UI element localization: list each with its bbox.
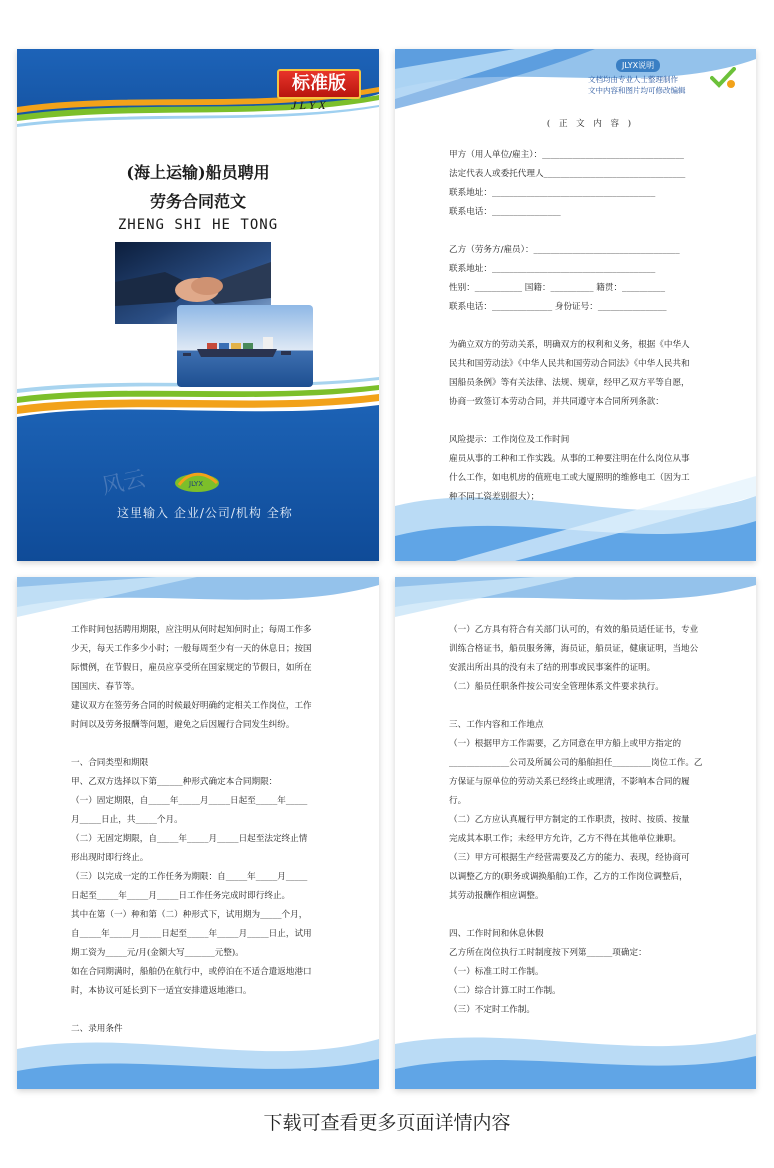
- text-line: 联系地址：______________________________________: [449, 188, 656, 198]
- text-line: 工作时间包括聘用期限，应注明从何时起知何时止；每周工作多: [71, 625, 312, 635]
- text-line: 月_____日止，共_____个月。: [71, 815, 183, 825]
- page4-lines: [449, 621, 732, 1020]
- download-hint-caption: 下载可查看更多页面详情内容: [263, 1112, 511, 1134]
- page3-lines: [71, 621, 355, 1039]
- text-line: 四、工作时间和休息休假: [449, 929, 544, 939]
- badge-label: 标准版: [277, 69, 361, 99]
- section-heading: ( 正 文 内 容 ): [546, 119, 635, 129]
- text-line: 为确立双方的劳动关系，明确双方的权利和义务，根据《中华人: [449, 340, 690, 350]
- text-line: 其劳动报酬作相应调整。: [449, 891, 544, 901]
- text-line: （二）船员任职条件按公司安全管理体系文件要求执行。: [449, 682, 664, 692]
- text-line: （二）乙方应认真履行甲方制定的工作职责，按时、按质、按量: [449, 815, 690, 825]
- text-line: 甲方（用人单位/雇主）：_________________________________: [449, 150, 684, 160]
- company-name-placeholder: 这里输入 企业/公司/机构 全称: [117, 506, 293, 520]
- note-pill: JLYX说明: [616, 59, 660, 72]
- page2-lines: [449, 146, 732, 507]
- text-line: 安派出所出具的没有未了结的刑事或民事案件的证明。: [449, 663, 656, 673]
- content-page-2: [395, 49, 756, 561]
- text-line: 其中在第（一）种和第（二）种形式下，试用期为_____个月，: [71, 910, 308, 920]
- text-line: 训练合格证书，船员服务簿，海员证，船员证，健康证明，当地公: [449, 644, 699, 654]
- blank-line: [71, 735, 355, 754]
- text-line: 国国庆、春节等。: [71, 682, 140, 692]
- text-line: 甲、乙双方选择以下第______种形式确定本合同期限：: [71, 777, 278, 787]
- text-line: （三）以完成一定的工作任务为期限：自_____年_____月_____: [71, 872, 308, 882]
- badge-sub: JLYX: [291, 98, 329, 112]
- text-line: 形出现时即行终止。: [71, 853, 149, 863]
- blank-line: [449, 317, 732, 336]
- text-line: 民共和国劳动法》《中华人民共和国劳动合同法》《中华人民共和: [449, 359, 690, 369]
- text-line: 法定代表人或委托代理人_________________________________: [449, 169, 686, 179]
- text-line: （二）综合计算工时工作制。: [449, 986, 561, 996]
- text-line: 乙方所在岗位执行工时制度按下列第______项确定：: [449, 948, 647, 958]
- text-line: 乙方（劳务方/雇员）：__________________________________: [449, 245, 680, 255]
- checkmark-icon: [710, 67, 736, 89]
- text-line: 时，本协议可延长到下一适宜安排遣返地港口。: [71, 986, 252, 996]
- text-line: （二）无固定期限，自_____年_____月_____日起至法定终止情: [71, 834, 308, 844]
- text-line: 时间以及劳务报酬等问题，避免之后因履行合同发生纠纷。: [71, 720, 295, 730]
- text-line: （一）根据甲方工作需要，乙方同意在甲方船上或甲方指定的: [449, 739, 682, 749]
- text-line: 以调整乙方的(职务或调换船舶)工作，乙方的工作岗位调整后，: [449, 872, 688, 882]
- page2-body: [449, 115, 732, 507]
- footer-wave-decoration: [395, 1014, 756, 1089]
- note-line1: 文档均由专业人士整理制作: [588, 75, 678, 84]
- text-line: 期工资为_____元/月(金额大写_______元整)。: [71, 948, 244, 958]
- logo-text: JLYX: [189, 480, 204, 488]
- text-line: 雇员从事的工种和工作实践。从事的工种要注明在什么岗位从事: [449, 454, 690, 464]
- text-line: 际惯例，在节假日，雇员应享受所在国家规定的节假日，如所在: [71, 663, 312, 673]
- blank-line: [449, 222, 732, 241]
- text-line: 方保证与原单位的劳动关系已经终止或理清，不影响本合同的履: [449, 777, 690, 787]
- document-note: [586, 59, 736, 101]
- text-line: 建议双方在签劳务合同的时候最好明确约定相关工作岗位，工作: [71, 701, 312, 711]
- page4-body: [449, 621, 732, 1020]
- text-line: 二、录用条件: [71, 1024, 123, 1034]
- blank-line: [71, 1001, 355, 1020]
- text-line: 什么工作，如电机房的值班电工或大厦照明的维修电工（因为工: [449, 473, 690, 483]
- text-line: 一、合同类型和期限: [71, 758, 149, 768]
- text-line: 风险提示：工作岗位及工作时间: [449, 435, 570, 445]
- text-line: （一）乙方具有符合有关部门认可的，有效的船员适任证书，专业: [449, 625, 699, 635]
- note-line2: 文中内容和图片均可修改编辑: [588, 86, 686, 95]
- text-line: 三、工作内容和工作地点: [449, 720, 544, 730]
- text-line: 联系电话：________________: [449, 207, 561, 217]
- text-line: 行。: [449, 796, 467, 806]
- cover-title-line2: 劳务合同范文: [149, 192, 246, 211]
- content-page-4: [395, 577, 756, 1089]
- text-line: （三）不定时工作制。: [449, 1005, 535, 1015]
- text-line: 日起至_____年_____月_____日工作任务完成时即行终止。: [71, 891, 291, 901]
- text-line: ______________公司及所属公司的船舶担任_________岗位工作。乙: [449, 758, 703, 768]
- text-line: 完成其本职工作；未经甲方允许，乙方不得在其他单位兼职。: [449, 834, 682, 844]
- text-line: 如在合同期满时，船舶仍在航行中，或停泊在不适合遣返地港口: [71, 967, 312, 977]
- text-line: 协商一致签订本劳动合同，并共同遵守本合同所列条款：: [449, 397, 664, 407]
- text-line: （一）固定期限，自_____年_____月_____日起至_____年_____: [71, 796, 308, 806]
- cargo-ship-image: [177, 305, 313, 387]
- jlyx-watermark-logo: [97, 449, 237, 509]
- text-line: （三）甲方可根据生产经营需要及乙方的能力、表现，经协商可: [449, 853, 690, 863]
- cover-title-pinyin: ZHENG SHI HE TONG: [117, 217, 279, 233]
- content-page-3: [17, 577, 379, 1089]
- text-line: 性别：___________ 国籍：__________ 籍贯：__________: [449, 283, 666, 293]
- page3-body: [71, 621, 355, 1039]
- text-line: 种不同工资差别很大）；: [449, 492, 540, 502]
- text-line: 联系地址：______________________________________: [449, 264, 656, 274]
- edition-badge: [277, 69, 361, 112]
- blank-line: [449, 412, 732, 431]
- text-line: 自_____年_____月_____日起至_____年_____月_____日止，试用: [71, 929, 312, 939]
- text-line: 国船员条例》等有关法律、法规、规章，经甲乙双方平等自愿，: [449, 378, 690, 388]
- cover-title-line1: (海上运输)船员聘用: [126, 163, 270, 182]
- svg-text:风云: 风云: [99, 466, 148, 501]
- cover-page: [17, 49, 379, 561]
- blank-line: [449, 906, 732, 925]
- blank-line: [449, 697, 732, 716]
- text-line: （一）标准工时工作制。: [449, 967, 544, 977]
- text-line: 少天，每天工作多少小时；一般每周至少有一天的休息日；按国: [71, 644, 312, 654]
- text-line: 联系电话：______________ 身份证号：________________: [449, 302, 667, 312]
